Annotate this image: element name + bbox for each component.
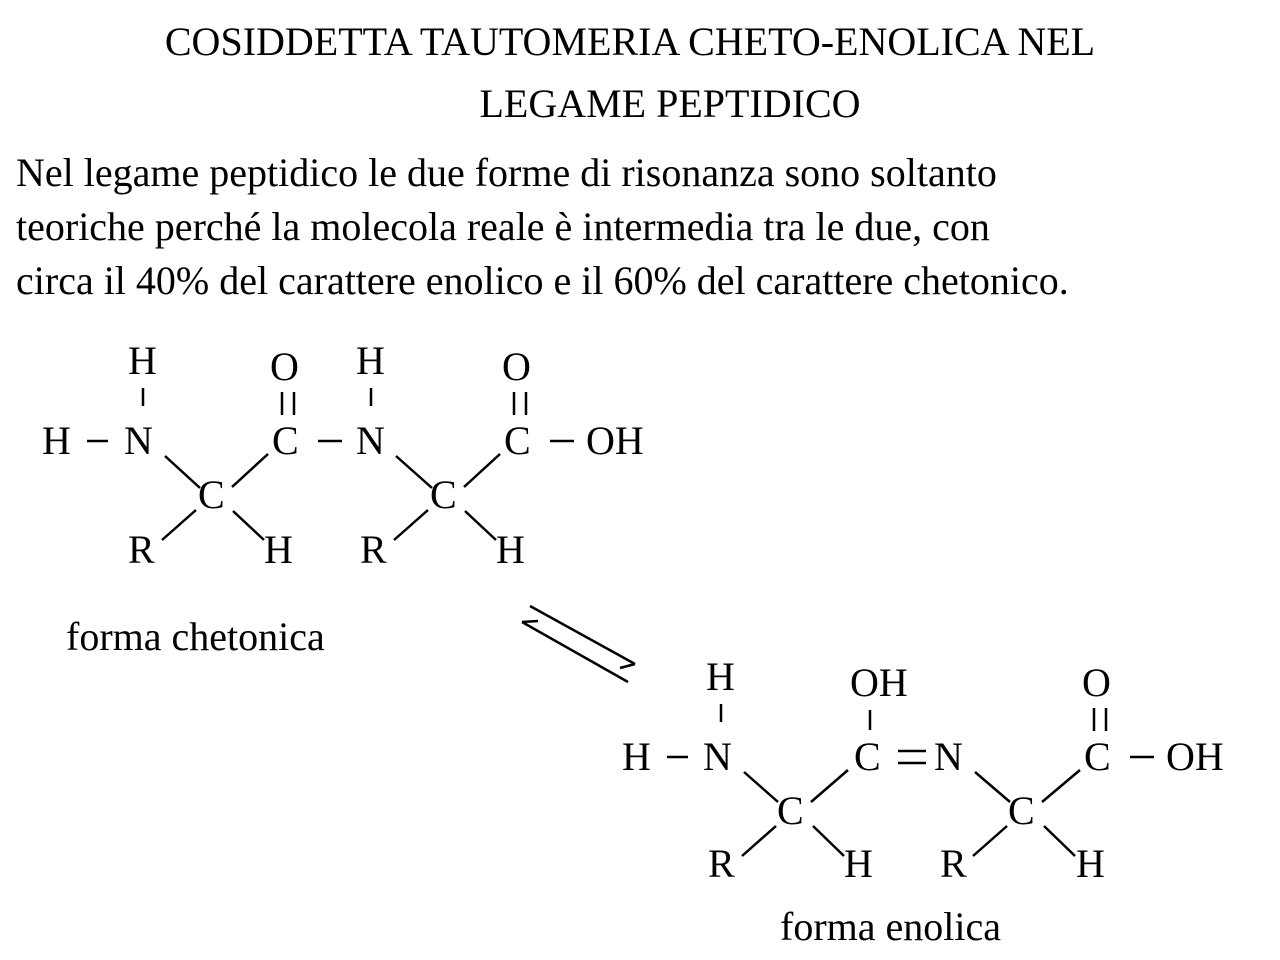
keto-bond-n1-ca1 <box>165 456 200 488</box>
keto-bond-ca2-c2 <box>464 454 500 487</box>
enol-atom-oh: OH <box>1166 734 1224 779</box>
title-line-1: COSIDDETTA TAUTOMERIA CHETO-ENOLICA NEL <box>164 19 1096 64</box>
keto-atom-h2: H <box>496 527 525 572</box>
keto-bond-ca2-r2 <box>394 510 428 540</box>
keto-atom-o1: O <box>270 344 299 389</box>
enol-atom-h1: H <box>844 841 873 886</box>
keto-atom-ca1: C <box>198 472 225 517</box>
enol-atom-ca1: C <box>777 788 804 833</box>
keto-atom-r2: R <box>360 527 387 572</box>
keto-bond-ca2-h2 <box>465 511 496 540</box>
keto-bond-ca1-r1 <box>162 510 196 540</box>
keto-structure <box>42 338 644 572</box>
keto-atom-h-left: H <box>42 418 71 463</box>
enol-atom-n1: N <box>703 734 732 779</box>
enol-bond-ca1-c1 <box>811 770 848 802</box>
enol-form-label: forma enolica <box>780 904 1001 949</box>
keto-atom-c1: C <box>272 418 299 463</box>
keto-atom-r1: R <box>128 527 155 572</box>
keto-atom-o2: O <box>502 344 531 389</box>
paragraph-line-2: teoriche perché la molecola reale è intermedia tra le due, con <box>16 204 990 249</box>
enol-atom-n2: N <box>934 734 963 779</box>
keto-atom-oh: OH <box>586 418 644 463</box>
enol-bond-ca2-r2 <box>973 826 1007 856</box>
equilibrium-arrows <box>522 606 635 682</box>
enol-atom-h-top1: H <box>706 654 735 699</box>
keto-atom-n1: N <box>124 418 153 463</box>
keto-form-label: forma chetonica <box>66 614 325 659</box>
enol-bond-ca1-h1 <box>813 826 844 856</box>
reverse-arrow-head <box>522 621 538 622</box>
forward-arrow-head <box>620 664 635 668</box>
enol-atom-h-left: H <box>622 734 651 779</box>
enol-atom-ca2: C <box>1008 788 1035 833</box>
enol-atom-r2: R <box>940 841 967 886</box>
enol-bond-ca2-h2 <box>1044 826 1075 856</box>
enol-atom-oh-top: OH <box>850 660 908 705</box>
keto-bond-n2-ca2 <box>396 456 432 488</box>
enol-atom-r1: R <box>708 841 735 886</box>
keto-atom-ca2: C <box>430 472 457 517</box>
keto-atom-n2: N <box>356 418 385 463</box>
enol-atom-c1: C <box>854 734 881 779</box>
keto-atom-h1: H <box>264 527 293 572</box>
enol-bond-n2-ca2 <box>975 772 1010 802</box>
keto-atom-h-top2: H <box>356 338 385 383</box>
enol-bond-n1-ca1 <box>744 772 778 802</box>
enol-atom-h2: H <box>1076 841 1105 886</box>
title-line-2: LEGAME PEPTIDICO <box>479 81 861 126</box>
paragraph-line-1: Nel legame peptidico le due forme di risonanza sono soltanto <box>16 150 997 195</box>
keto-bond-ca1-c1 <box>232 454 268 487</box>
paragraph-line-3: circa il 40% del carattere enolico e il 60% del carattere chetonico. <box>16 258 1069 303</box>
enol-bond-ca2-c2 <box>1042 770 1080 802</box>
enol-atom-o2: O <box>1082 660 1111 705</box>
keto-bond-ca1-h1 <box>233 511 264 540</box>
enol-structure <box>622 654 1224 886</box>
enol-bond-ca1-r1 <box>742 826 776 856</box>
keto-atom-c2: C <box>504 418 531 463</box>
keto-atom-h-top1: H <box>128 338 157 383</box>
enol-atom-c2: C <box>1084 734 1111 779</box>
